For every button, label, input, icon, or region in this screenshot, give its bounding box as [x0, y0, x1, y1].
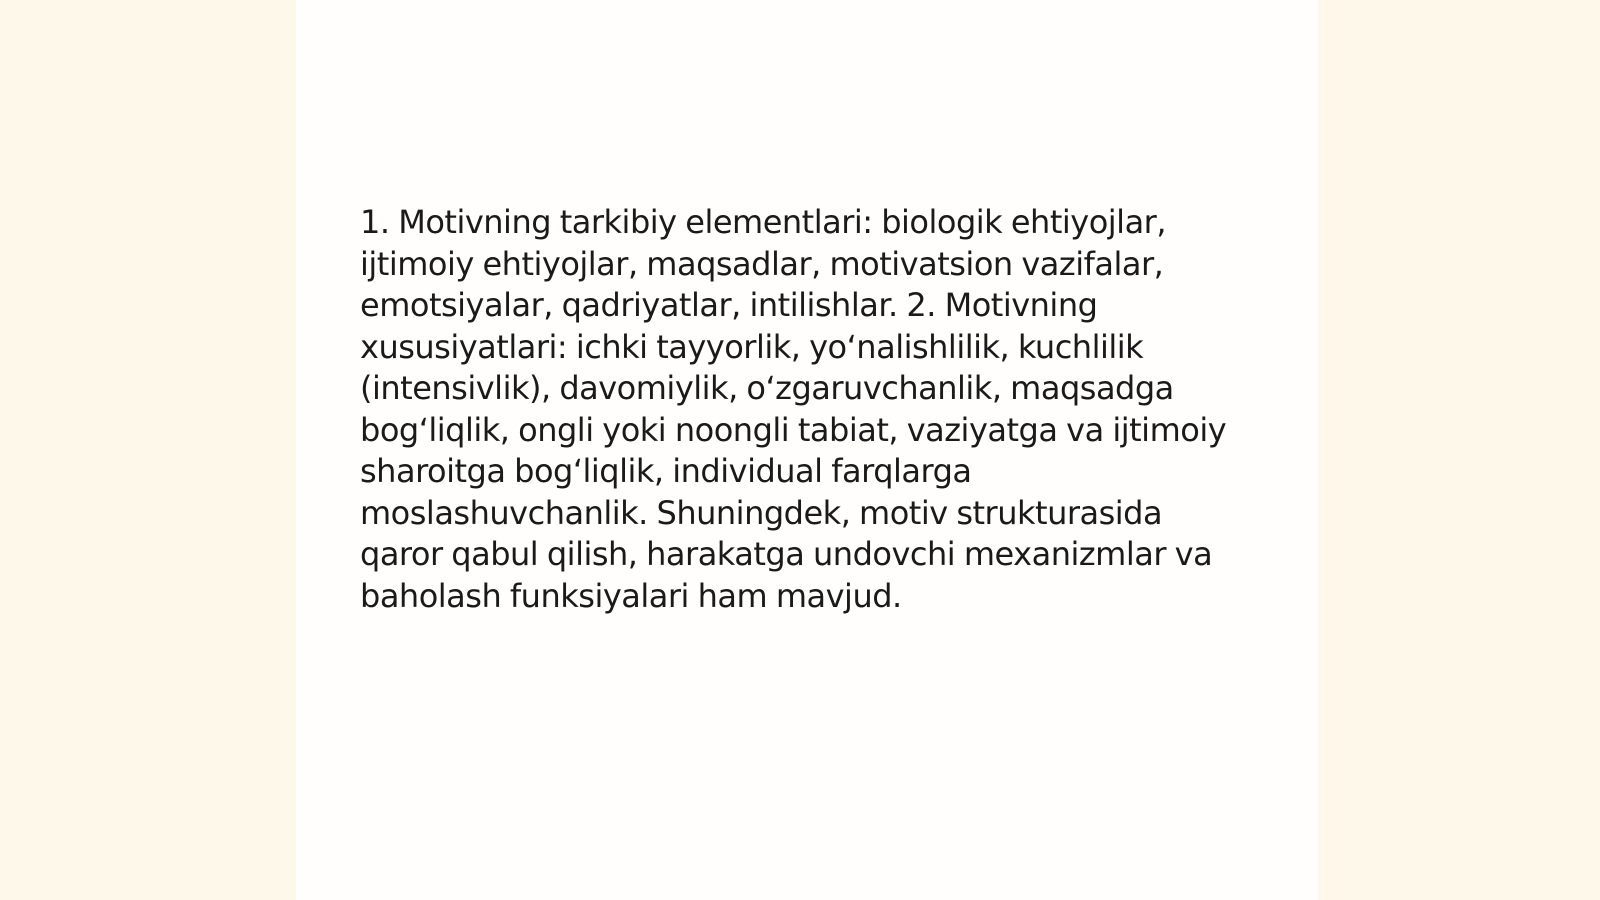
slide-body-text: 1. Motivning tarkibiy elementlari: biologik ehtiyojlar, ijtimoiy ehtiyojlar, maqsadlar, motivatsion vazifalar, emotsiyalar, qadriyatlar, intilishlar. 2. Motivning xususiyatlari: ichki tayyorlik, yo‘nalishlilik, kuchlilik (intensivlik), davomiylik, o‘zgaruvchanlik, maqsadga bog‘liqlik, ongli yoki noongli tabiat, vaziyatga va ijtimoiy sharoitga bog‘liqlik, individual farqlarga moslashuvchanlik. Shuningdek, motiv strukturasida qaror qabul qilish, harakatga undovchi mexanizmlar va baholash funksiyalari ham mavjud.: [360, 203, 1227, 615]
slide-canvas: [296, 0, 1318, 900]
